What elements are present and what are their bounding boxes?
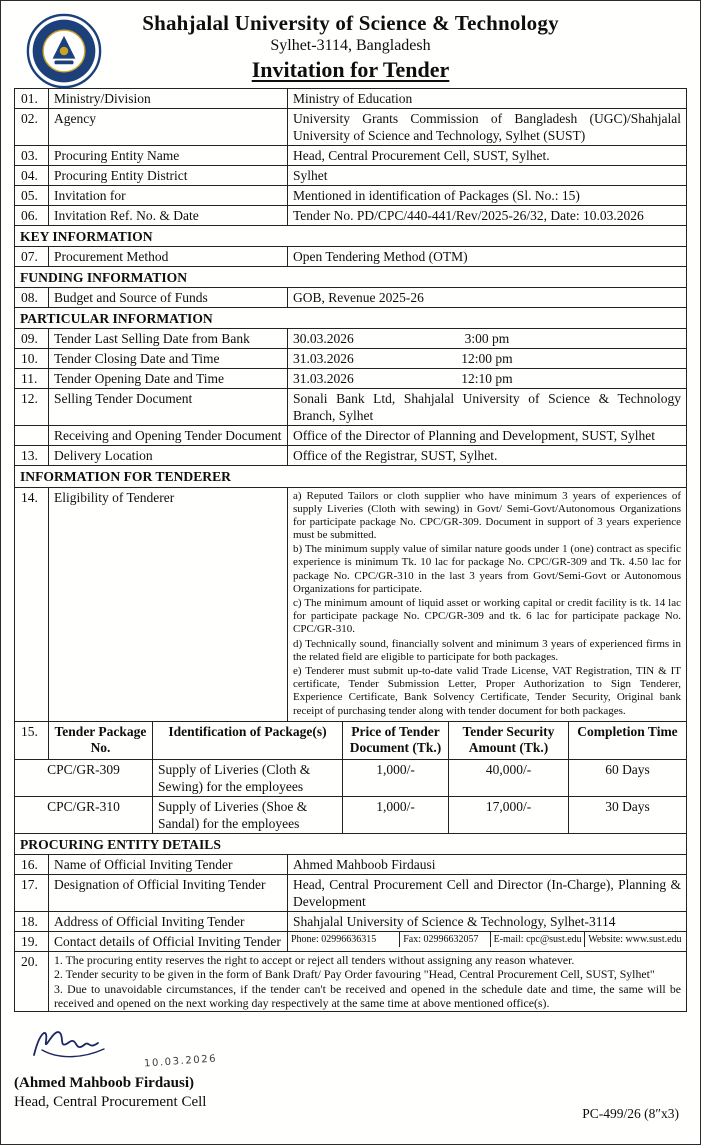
row-label: Procuring Entity District	[49, 166, 288, 186]
section-header-key-information: KEY INFORMATION	[15, 226, 687, 247]
eligibility-paragraph: d) Technically sound, financially solvent and minimum 3 years of experienced firms in the related field are eligible to participate for both packages.	[293, 637, 681, 663]
table-row	[15, 487, 687, 721]
package-security: 40,000/-	[449, 759, 569, 796]
table-row	[15, 89, 687, 109]
row-number: 01.	[15, 89, 49, 109]
table-row	[15, 721, 687, 759]
table-row	[15, 426, 687, 446]
contact-phone: Phone: 02996636315	[291, 933, 377, 945]
table-row	[15, 349, 687, 369]
column-header-identification: Identification of Package(s)	[153, 721, 343, 759]
contact-website: Website: www.sust.edu	[584, 932, 686, 947]
table-row	[15, 874, 687, 911]
general-notes	[49, 951, 687, 1012]
table-row	[15, 247, 687, 267]
section-header-procuring-entity-details: PROCURING ENTITY DETAILS	[15, 833, 687, 854]
row-value: Open Tendering Method (OTM)	[288, 247, 687, 267]
entity-details-table	[14, 833, 687, 1013]
row-number: 05.	[15, 186, 49, 206]
row-number: 10.	[15, 349, 49, 369]
table-row	[15, 931, 687, 951]
general-info-table	[14, 88, 687, 722]
signature-scribble	[26, 1019, 136, 1070]
eligibility-paragraph: b) The minimum supply value of similar nature goods under 1 (one) contract as specific experience is minimum Tk. 10 lac for package No. CPC/GR-309 and Tk. 4.50 lac for package No. CPC/GR-310 in the last 3 years from Govt/Semi-Govt or Autonomous Organizations for participate.	[293, 543, 681, 595]
row-number: 02.	[15, 109, 49, 146]
table-row	[15, 166, 687, 186]
eligibility-paragraph: c) The minimum amount of liquid asset or working capital or credit facility is tk. 14 lac for participate package No. CPC/GR-309 and tk. 6 lac for participate package No. CPC/GR-310.	[293, 597, 681, 636]
table-row	[15, 796, 687, 833]
row-value: Ahmed Mahboob Firdausi	[288, 854, 687, 874]
row-value: University Grants Commission of Bangladesh (UGC)/Shahjalal University of Science and Technology, Sylhet (SUST)	[288, 109, 687, 146]
table-row	[15, 854, 687, 874]
row-label: Delivery Location	[49, 446, 288, 466]
table-row	[15, 833, 687, 854]
row-number: 08.	[15, 288, 49, 308]
row-label: Receiving and Opening Tender Document	[49, 426, 288, 446]
row-label: Address of Official Inviting Tender	[49, 911, 288, 931]
eligibility-paragraph: a) Reputed Tailors or cloth supplier who have minimum 3 years of experiences of supply Liveries (Cloth with sewing) in Govt/ Semi-Govt/Autonomous Organizations for participate package No. CPC/GR-309. Document in support of 3 years experience must be submitted.	[293, 489, 681, 542]
row-number: 03.	[15, 146, 49, 166]
row-value: Tender No. PD/CPC/440-441/Rev/2025-26/32, Date: 10.03.2026	[288, 206, 687, 226]
row-value	[288, 349, 687, 369]
tender-time: 12:00 pm	[461, 351, 513, 367]
column-header-price: Price of Tender Document (Tk.)	[343, 721, 449, 759]
column-header-completion: Completion Time	[569, 721, 687, 759]
note-item: 1. The procuring entity reserves the right to accept or reject all tenders without assigning any reason whatever.	[54, 952, 575, 967]
eligibility-paragraph: e) Tenderer must submit up-to-date valid Trade License, VAT Registration, TIN & IT certificate, Tender Submission Letter, Proper Authorization to Sign Tenderer, Experience Certificate, Bank Solvency Certificate, Tender Security, Original bank receipt of purchasing tender along with tender document for both packages.	[293, 664, 681, 717]
row-value	[288, 369, 687, 389]
row-label: Agency	[49, 109, 288, 146]
row-label: Invitation for	[49, 186, 288, 206]
row-number: 15.	[15, 721, 49, 759]
table-row	[15, 466, 687, 487]
tender-date: 31.03.2026	[293, 371, 354, 387]
row-value: Sonali Bank Ltd, Shahjalal University of Science & Technology Branch, Sylhet	[288, 389, 687, 426]
contact-fax: Fax: 02996632057	[399, 932, 489, 947]
tender-time: 12:10 pm	[461, 371, 513, 387]
row-label: Invitation Ref. No. & Date	[49, 206, 288, 226]
package-identification: Supply of Liveries (Shoe & Sandal) for the employees	[153, 796, 343, 833]
row-label: Ministry/Division	[49, 89, 288, 109]
note-item: 3. Due to unavoidable circumstances, if the tender can't be received and opened in the schedule date and time, the same will be received and opened on the next working day respectively at the same time at above mentioned office(s).	[54, 981, 681, 1010]
table-row	[15, 109, 687, 146]
signatory-designation: Head, Central Procurement Cell	[14, 1094, 207, 1111]
table-row	[15, 288, 687, 308]
university-logo-seal-icon	[26, 13, 102, 89]
row-number: 17.	[15, 874, 49, 911]
tender-date: 30.03.2026	[293, 331, 354, 347]
row-number: 11.	[15, 369, 49, 389]
row-number	[15, 426, 49, 446]
row-number: 19.	[15, 931, 49, 951]
package-security: 17,000/-	[449, 796, 569, 833]
package-number: CPC/GR-309	[15, 759, 153, 796]
row-number: 20.	[15, 951, 49, 1012]
document-title: Invitation for Tender	[251, 57, 450, 82]
row-number: 12.	[15, 389, 49, 426]
eligibility-text	[288, 487, 687, 721]
package-table	[14, 721, 687, 834]
row-label: Name of Official Inviting Tender	[49, 854, 288, 874]
row-label: Designation of Official Inviting Tender	[49, 874, 288, 911]
section-header-funding-information: FUNDING INFORMATION	[15, 267, 687, 288]
row-value: GOB, Revenue 2025-26	[288, 288, 687, 308]
package-price: 1,000/-	[343, 796, 449, 833]
row-label: Contact details of Official Inviting Tender	[49, 931, 288, 951]
table-row	[15, 226, 687, 247]
row-number: 18.	[15, 911, 49, 931]
row-value: Mentioned in identification of Packages (Sl. No.: 15)	[288, 186, 687, 206]
note-item: 2. Tender security to be given in the form of Bank Draft/ Pay Order favouring "Head, Central Procurement Cell, SUST, Sylhet"	[54, 967, 655, 982]
signature-block	[26, 1020, 687, 1070]
university-location: Sylhet-3114, Bangladesh	[270, 37, 431, 54]
row-label: Tender Last Selling Date from Bank	[49, 329, 288, 349]
row-label: Eligibility of Tenderer	[49, 487, 288, 721]
package-number: CPC/GR-310	[15, 796, 153, 833]
table-row	[15, 369, 687, 389]
print-code: PC-499/26 (8″x3)	[582, 1106, 679, 1122]
row-number: 16.	[15, 854, 49, 874]
table-row	[15, 186, 687, 206]
column-header-package-no: Tender Package No.	[49, 721, 153, 759]
table-row	[15, 446, 687, 466]
package-price: 1,000/-	[343, 759, 449, 796]
row-value: Ministry of Education	[288, 89, 687, 109]
row-number: 04.	[15, 166, 49, 186]
table-row	[15, 206, 687, 226]
document-footer	[14, 1020, 687, 1136]
row-label: Selling Tender Document	[49, 389, 288, 426]
row-label: Tender Opening Date and Time	[49, 369, 288, 389]
tender-date: 31.03.2026	[293, 351, 354, 367]
row-value: Head, Central Procurement Cell and Director (In-Charge), Planning & Development	[288, 874, 687, 911]
table-row	[15, 146, 687, 166]
row-value: Office of the Director of Planning and Development, SUST, Sylhet	[288, 426, 687, 446]
contact-details	[288, 931, 687, 951]
table-row	[15, 267, 687, 288]
row-number: 07.	[15, 247, 49, 267]
signatory-name: (Ahmed Mahboob Firdausi)	[14, 1075, 195, 1092]
row-value: Shahjalal University of Science & Technology, Sylhet-3114	[288, 911, 687, 931]
row-number: 14.	[15, 487, 49, 721]
university-name: Shahjalal University of Science & Technology	[142, 11, 559, 35]
table-row	[15, 389, 687, 426]
row-value: Head, Central Procurement Cell, SUST, Sylhet.	[288, 146, 687, 166]
row-value: Office of the Registrar, SUST, Sylhet.	[288, 446, 687, 466]
row-label: Budget and Source of Funds	[49, 288, 288, 308]
signature-date: 10.03.2026	[143, 1053, 218, 1070]
row-label: Procurement Method	[49, 247, 288, 267]
row-number: 13.	[15, 446, 49, 466]
section-header-particular-information: PARTICULAR INFORMATION	[15, 308, 687, 329]
table-row	[15, 951, 687, 1012]
package-completion: 60 Days	[569, 759, 687, 796]
table-row	[15, 308, 687, 329]
row-value	[288, 329, 687, 349]
tender-time: 3:00 pm	[464, 331, 510, 347]
package-completion: 30 Days	[569, 796, 687, 833]
document-header	[14, 5, 687, 88]
row-value: Sylhet	[288, 166, 687, 186]
section-header-information-for-tenderer: INFORMATION FOR TENDERER	[15, 466, 687, 487]
row-label: Procuring Entity Name	[49, 146, 288, 166]
table-row	[15, 329, 687, 349]
contact-email: E-mail: cpc@sust.edu	[490, 932, 585, 947]
package-identification: Supply of Liveries (Cloth & Sewing) for the employees	[153, 759, 343, 796]
row-label: Tender Closing Date and Time	[49, 349, 288, 369]
row-number: 09.	[15, 329, 49, 349]
table-row	[15, 759, 687, 796]
row-number: 06.	[15, 206, 49, 226]
column-header-security: Tender Security Amount (Tk.)	[449, 721, 569, 759]
table-row	[15, 911, 687, 931]
